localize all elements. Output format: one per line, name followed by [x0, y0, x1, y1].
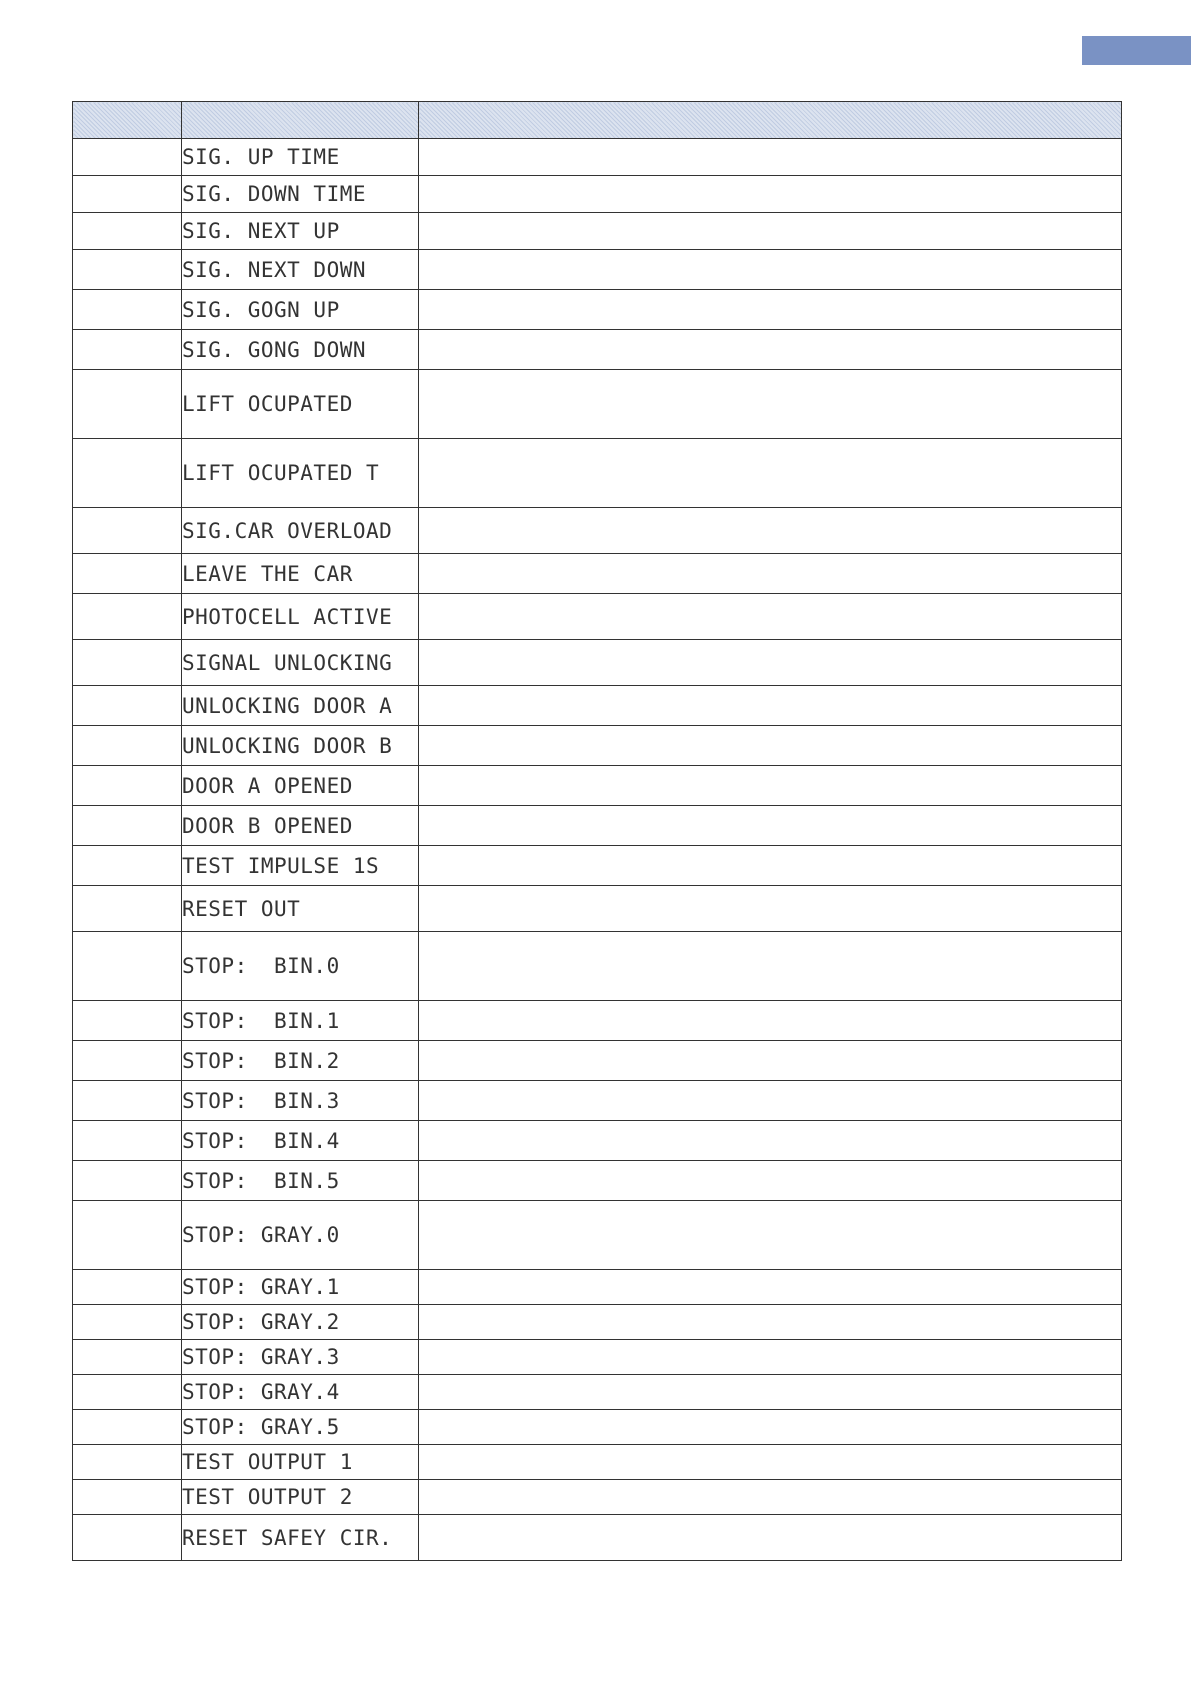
header-cell — [73, 102, 182, 139]
row-index-cell — [73, 932, 182, 1001]
table-row — [73, 1041, 1122, 1081]
signal-name-cell: TEST OUTPUT 2 — [182, 1480, 419, 1515]
table-row — [73, 932, 1122, 1001]
signal-table — [72, 101, 1122, 1561]
description-cell — [419, 1161, 1122, 1201]
description-cell — [419, 554, 1122, 594]
signal-name-cell: TEST OUTPUT 1 — [182, 1445, 419, 1480]
table-row — [73, 1161, 1122, 1201]
page-corner-tab — [1082, 36, 1191, 65]
description-cell — [419, 886, 1122, 932]
table-row — [73, 640, 1122, 686]
description-cell — [419, 846, 1122, 886]
table-row — [73, 1121, 1122, 1161]
table-row — [73, 594, 1122, 640]
table-row — [73, 1340, 1122, 1375]
signal-name-cell: STOP: GRAY.4 — [182, 1375, 419, 1410]
row-index-cell — [73, 250, 182, 290]
row-index-cell — [73, 213, 182, 250]
row-index-cell — [73, 508, 182, 554]
table-row — [73, 766, 1122, 806]
table-row — [73, 686, 1122, 726]
signal-name-cell: SIG. DOWN TIME — [182, 176, 419, 213]
row-index-cell — [73, 1201, 182, 1270]
description-cell — [419, 1001, 1122, 1041]
row-index-cell — [73, 370, 182, 439]
row-index-cell — [73, 1121, 182, 1161]
signal-name-cell: STOP: GRAY.1 — [182, 1270, 419, 1305]
description-cell — [419, 1375, 1122, 1410]
table-row — [73, 508, 1122, 554]
row-index-cell — [73, 640, 182, 686]
signal-name-cell: SIG. UP TIME — [182, 139, 419, 176]
signal-name-cell: STOP: BIN.1 — [182, 1001, 419, 1041]
row-index-cell — [73, 846, 182, 886]
header-cell — [182, 102, 419, 139]
signal-name-cell: STOP: BIN.3 — [182, 1081, 419, 1121]
description-cell — [419, 1270, 1122, 1305]
signal-name-cell: STOP: BIN.0 — [182, 932, 419, 1001]
signal-name-cell: SIGNAL UNLOCKING — [182, 640, 419, 686]
signal-name-cell: RESET SAFEY CIR. — [182, 1515, 419, 1561]
row-index-cell — [73, 1340, 182, 1375]
signal-name-cell: SIG. GONG DOWN — [182, 330, 419, 370]
signal-name-cell: LIFT OCUPATED — [182, 370, 419, 439]
table-row — [73, 1445, 1122, 1480]
row-index-cell — [73, 1041, 182, 1081]
signal-name-cell: STOP: GRAY.5 — [182, 1410, 419, 1445]
row-index-cell — [73, 1480, 182, 1515]
row-index-cell — [73, 1305, 182, 1340]
table-row — [73, 1001, 1122, 1041]
signal-name-cell: RESET OUT — [182, 886, 419, 932]
description-cell — [419, 1121, 1122, 1161]
row-index-cell — [73, 726, 182, 766]
signal-name-cell: DOOR A OPENED — [182, 766, 419, 806]
signal-name-cell: STOP: BIN.2 — [182, 1041, 419, 1081]
row-index-cell — [73, 330, 182, 370]
description-cell — [419, 508, 1122, 554]
table-row — [73, 846, 1122, 886]
row-index-cell — [73, 1161, 182, 1201]
row-index-cell — [73, 1410, 182, 1445]
table-row — [73, 1515, 1122, 1561]
table-row — [73, 1375, 1122, 1410]
description-cell — [419, 1041, 1122, 1081]
header-cell — [419, 102, 1122, 139]
table-header-row — [73, 102, 1122, 139]
table-row — [73, 1201, 1122, 1270]
table-row — [73, 1270, 1122, 1305]
description-cell — [419, 330, 1122, 370]
signal-name-cell: LEAVE THE CAR — [182, 554, 419, 594]
description-cell — [419, 766, 1122, 806]
description-cell — [419, 806, 1122, 846]
signal-name-cell: STOP: GRAY.0 — [182, 1201, 419, 1270]
table-row — [73, 290, 1122, 330]
signal-name-cell: STOP: BIN.5 — [182, 1161, 419, 1201]
row-index-cell — [73, 806, 182, 846]
signal-name-cell: PHOTOCELL ACTIVE — [182, 594, 419, 640]
row-index-cell — [73, 886, 182, 932]
description-cell — [419, 370, 1122, 439]
description-cell — [419, 640, 1122, 686]
row-index-cell — [73, 1270, 182, 1305]
table-row — [73, 370, 1122, 439]
description-cell — [419, 686, 1122, 726]
row-index-cell — [73, 176, 182, 213]
table-row — [73, 439, 1122, 508]
description-cell — [419, 1305, 1122, 1340]
description-cell — [419, 594, 1122, 640]
row-index-cell — [73, 1515, 182, 1561]
table-row — [73, 176, 1122, 213]
table-row — [73, 213, 1122, 250]
table-row — [73, 806, 1122, 846]
description-cell — [419, 139, 1122, 176]
row-index-cell — [73, 554, 182, 594]
table-row — [73, 330, 1122, 370]
description-cell — [419, 1445, 1122, 1480]
table-row — [73, 139, 1122, 176]
description-cell — [419, 213, 1122, 250]
signal-name-cell: LIFT OCUPATED T — [182, 439, 419, 508]
row-index-cell — [73, 139, 182, 176]
description-cell — [419, 1340, 1122, 1375]
description-cell — [419, 726, 1122, 766]
description-cell — [419, 290, 1122, 330]
signal-name-cell: STOP: BIN.4 — [182, 1121, 419, 1161]
signal-name-cell: STOP: GRAY.3 — [182, 1340, 419, 1375]
signal-name-cell: DOOR B OPENED — [182, 806, 419, 846]
table-row — [73, 1081, 1122, 1121]
row-index-cell — [73, 766, 182, 806]
description-cell — [419, 1410, 1122, 1445]
row-index-cell — [73, 594, 182, 640]
signal-name-cell: SIG. NEXT UP — [182, 213, 419, 250]
table-row — [73, 250, 1122, 290]
description-cell — [419, 176, 1122, 213]
table-row — [73, 1305, 1122, 1340]
table-row — [73, 554, 1122, 594]
row-index-cell — [73, 290, 182, 330]
table-row — [73, 886, 1122, 932]
row-index-cell — [73, 1081, 182, 1121]
signal-name-cell: SIG. GOGN UP — [182, 290, 419, 330]
row-index-cell — [73, 1375, 182, 1410]
description-cell — [419, 932, 1122, 1001]
signal-name-cell: STOP: GRAY.2 — [182, 1305, 419, 1340]
row-index-cell — [73, 1445, 182, 1480]
description-cell — [419, 439, 1122, 508]
signal-name-cell: SIG.CAR OVERLOAD — [182, 508, 419, 554]
signal-name-cell: UNLOCKING DOOR B — [182, 726, 419, 766]
description-cell — [419, 1515, 1122, 1561]
table-row — [73, 1480, 1122, 1515]
table-row — [73, 726, 1122, 766]
table-row — [73, 1410, 1122, 1445]
signal-name-cell: UNLOCKING DOOR A — [182, 686, 419, 726]
description-cell — [419, 1201, 1122, 1270]
row-index-cell — [73, 1001, 182, 1041]
description-cell — [419, 1480, 1122, 1515]
description-cell — [419, 250, 1122, 290]
row-index-cell — [73, 439, 182, 508]
row-index-cell — [73, 686, 182, 726]
signal-name-cell: SIG. NEXT DOWN — [182, 250, 419, 290]
description-cell — [419, 1081, 1122, 1121]
signal-name-cell: TEST IMPULSE 1S — [182, 846, 419, 886]
